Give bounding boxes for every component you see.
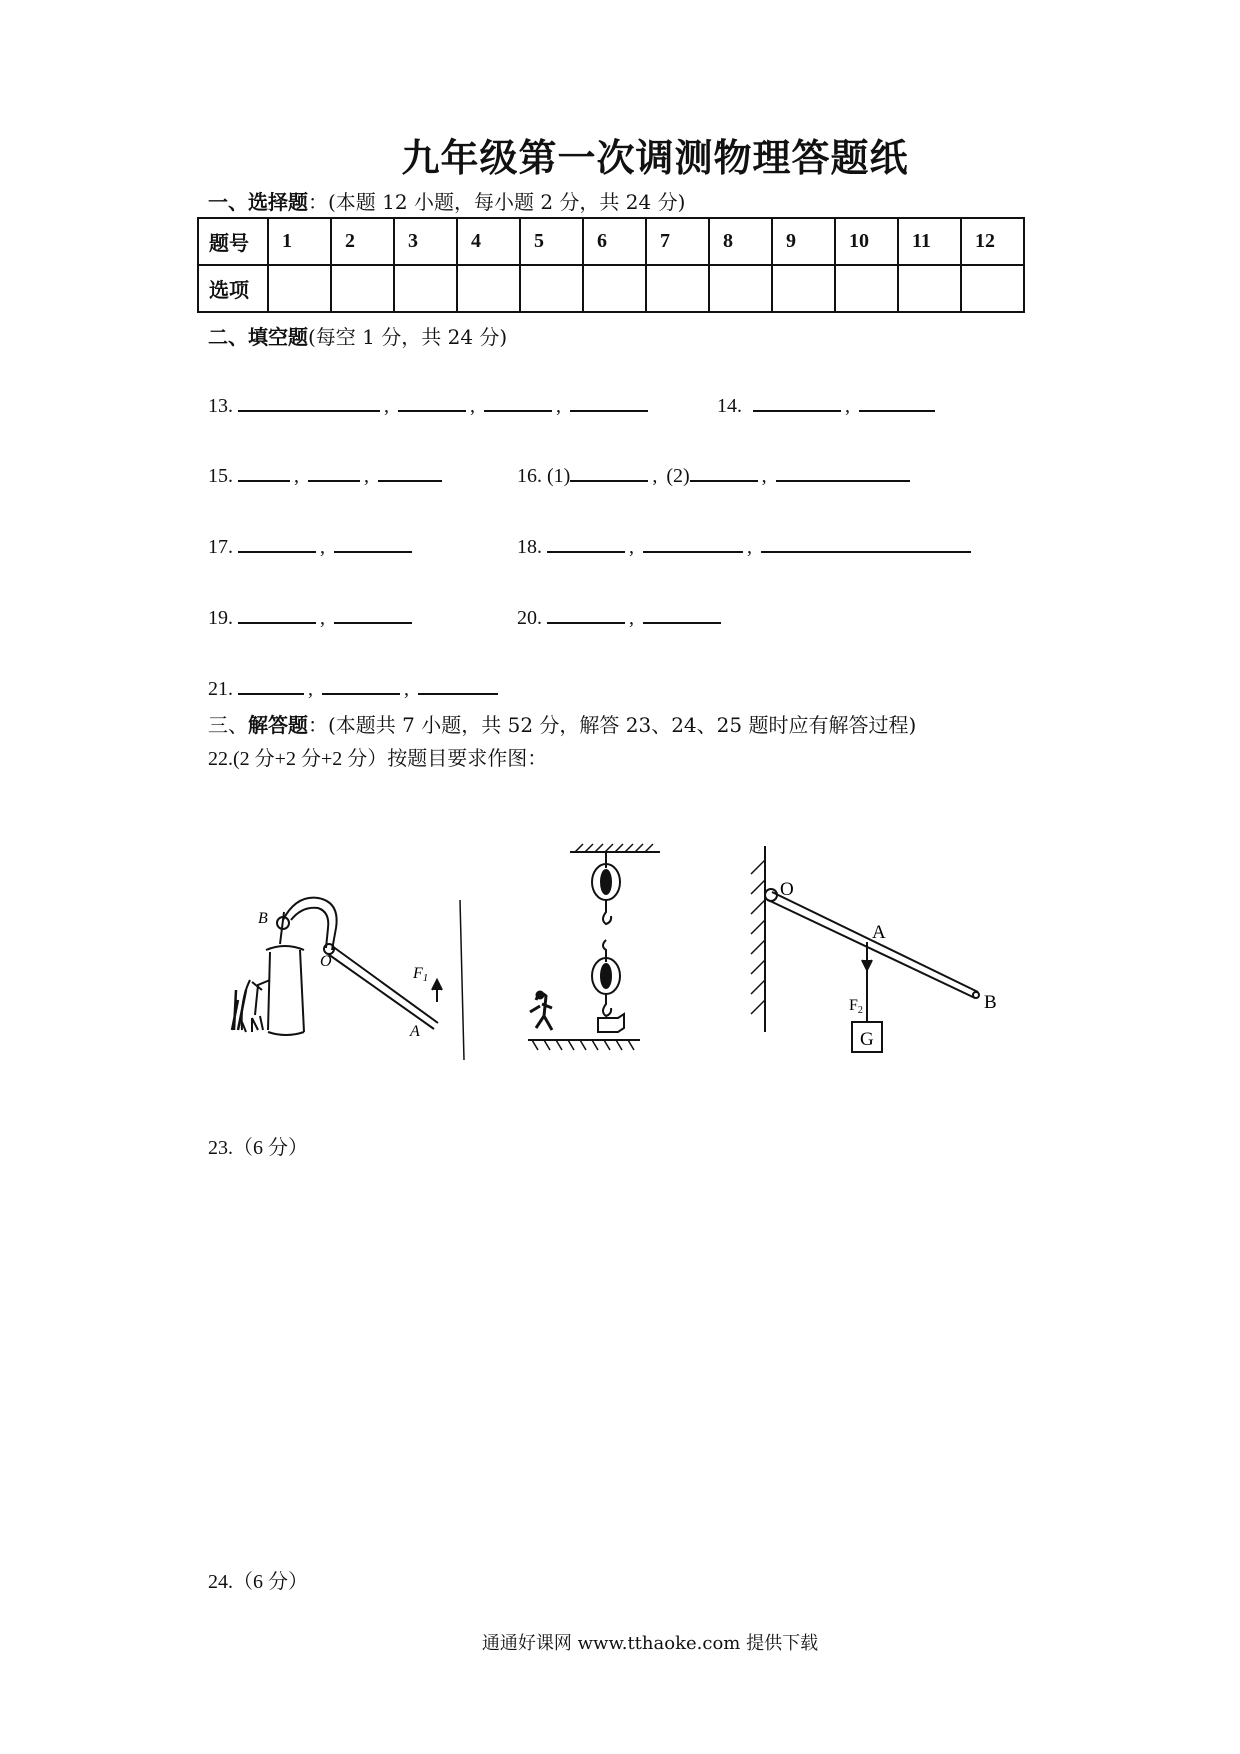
page-title: 九年级第一次调测物理答题纸 <box>401 135 909 180</box>
question-13: 13. , , , <box>208 388 648 418</box>
question-number-cell: 12 <box>961 218 1024 265</box>
answer-blank[interactable] <box>753 388 841 412</box>
answer-label-cell: 选项 <box>198 265 268 312</box>
question-number-cell: 11 <box>898 218 961 265</box>
label-O: O <box>320 953 332 970</box>
answer-cell[interactable] <box>709 265 772 312</box>
question-23-text: 23.（6 分） <box>208 1137 308 1159</box>
wall-lever-figure <box>751 846 979 1052</box>
question-number-cell: 4 <box>457 218 520 265</box>
label-A: A <box>410 1023 420 1040</box>
question-17-number: 17. <box>208 536 233 558</box>
answer-blank[interactable] <box>484 388 552 412</box>
answer-blank[interactable] <box>308 458 360 482</box>
label-F1 <box>412 965 428 984</box>
question-13-number: 13. <box>208 395 233 417</box>
answer-blank[interactable] <box>238 458 290 482</box>
answer-cell[interactable] <box>583 265 646 312</box>
label-F1-letter: F <box>413 965 423 982</box>
answer-blank[interactable] <box>547 600 625 624</box>
answer-blank[interactable] <box>547 529 625 553</box>
answer-cell[interactable] <box>394 265 457 312</box>
answer-blank[interactable] <box>398 388 466 412</box>
answer-blank[interactable] <box>690 458 758 482</box>
question-16-number: 16. <box>517 465 542 487</box>
answer-blank[interactable] <box>334 600 412 624</box>
label-F1-subscript: 1 <box>422 972 429 984</box>
question-number-cell: 3 <box>394 218 457 265</box>
answer-blank[interactable] <box>378 458 442 482</box>
question-14-number: 14. <box>717 395 742 417</box>
label-F2-letter: F <box>849 997 858 1014</box>
answer-blank[interactable] <box>761 529 971 553</box>
section-2-note: (每空 1 分，共 24 分) <box>308 325 508 349</box>
label-G: G <box>860 1029 874 1050</box>
answer-cell[interactable] <box>457 265 520 312</box>
section-2-name: 填空题 <box>248 325 308 349</box>
question-number-cell: 8 <box>709 218 772 265</box>
section-1-note: ：(本题 12 小题，每小题 2 分，共 24 分) <box>308 190 686 214</box>
answer-table-answer-row <box>198 265 1024 312</box>
question-21-number: 21. <box>208 678 233 700</box>
question-18-number: 18. <box>517 536 542 558</box>
header-label-cell: 题号 <box>198 218 268 265</box>
answer-blank[interactable] <box>238 529 316 553</box>
question-number-cell: 5 <box>520 218 583 265</box>
question-number-cell: 1 <box>268 218 331 265</box>
question-19: 19. , <box>208 600 412 630</box>
question-20: 20. , <box>517 600 721 630</box>
label-F2-subscript: 2 <box>857 1005 863 1016</box>
answer-blank[interactable] <box>643 600 721 624</box>
label-F2 <box>849 997 863 1016</box>
answer-table <box>197 217 1025 313</box>
section-3-name: 解答题 <box>248 713 308 737</box>
answer-cell[interactable] <box>268 265 331 312</box>
answer-table-header-row <box>198 218 1024 265</box>
answer-blank[interactable] <box>334 529 412 553</box>
question-15-number: 15. <box>208 465 233 487</box>
answer-cell[interactable] <box>835 265 898 312</box>
question-22-figures <box>0 840 1240 1080</box>
answer-cell[interactable] <box>331 265 394 312</box>
question-17: 17. , <box>208 529 412 559</box>
answer-cell[interactable] <box>772 265 835 312</box>
pulley-figure <box>528 844 660 1050</box>
question-number-cell: 9 <box>772 218 835 265</box>
answer-cell[interactable] <box>898 265 961 312</box>
question-number-cell: 10 <box>835 218 898 265</box>
question-21: 21. , , <box>208 671 498 701</box>
question-number-cell: 6 <box>583 218 646 265</box>
answer-cell[interactable] <box>520 265 583 312</box>
question-15: 15. , , <box>208 458 442 488</box>
question-19-number: 19. <box>208 607 233 629</box>
question-number-cell: 2 <box>331 218 394 265</box>
question-24-text: 24.（6 分） <box>208 1571 308 1593</box>
question-14: 14. , <box>717 388 935 418</box>
section-3-num: 三、 <box>208 713 248 737</box>
answer-blank[interactable] <box>570 388 648 412</box>
section-2-num: 二、 <box>208 325 248 349</box>
answer-blank[interactable] <box>859 388 935 412</box>
question-22-text: 22.(2 分+2 分+2 分）按题目要求作图： <box>208 748 548 770</box>
question-16: 16. (1) , (2) , <box>517 458 910 488</box>
footer-text: 通通好课网 www.tthaoke.com 提供下载 <box>481 1633 819 1654</box>
label-B3: B <box>984 992 997 1013</box>
answer-blank[interactable] <box>418 671 498 695</box>
question-16-part-2: (2) <box>666 465 690 487</box>
answer-blank[interactable] <box>238 388 380 412</box>
section-1-heading <box>208 186 685 215</box>
answer-blank[interactable] <box>238 600 316 624</box>
question-16-part-1: (1) <box>547 465 571 487</box>
label-B: B <box>258 910 268 927</box>
question-number-cell: 7 <box>646 218 709 265</box>
label-O3: O <box>780 879 794 900</box>
answer-cell[interactable] <box>646 265 709 312</box>
section-3-heading <box>208 709 916 738</box>
answer-blank[interactable] <box>643 529 743 553</box>
section-1-name: 选择题 <box>248 190 308 214</box>
section-2-heading <box>208 321 507 350</box>
answer-blank[interactable] <box>570 458 648 482</box>
answer-blank[interactable] <box>322 671 400 695</box>
question-20-number: 20. <box>517 607 542 629</box>
section-1-num: 一、 <box>208 190 248 214</box>
section-3-note: ：(本题共 7 小题，共 52 分，解答 23、24、25 题时应有解答过程) <box>308 713 917 737</box>
answer-cell[interactable] <box>961 265 1024 312</box>
answer-blank[interactable] <box>238 671 304 695</box>
answer-blank[interactable] <box>776 458 910 482</box>
question-18: 18. , , <box>517 529 971 559</box>
label-A3: A <box>872 922 886 943</box>
